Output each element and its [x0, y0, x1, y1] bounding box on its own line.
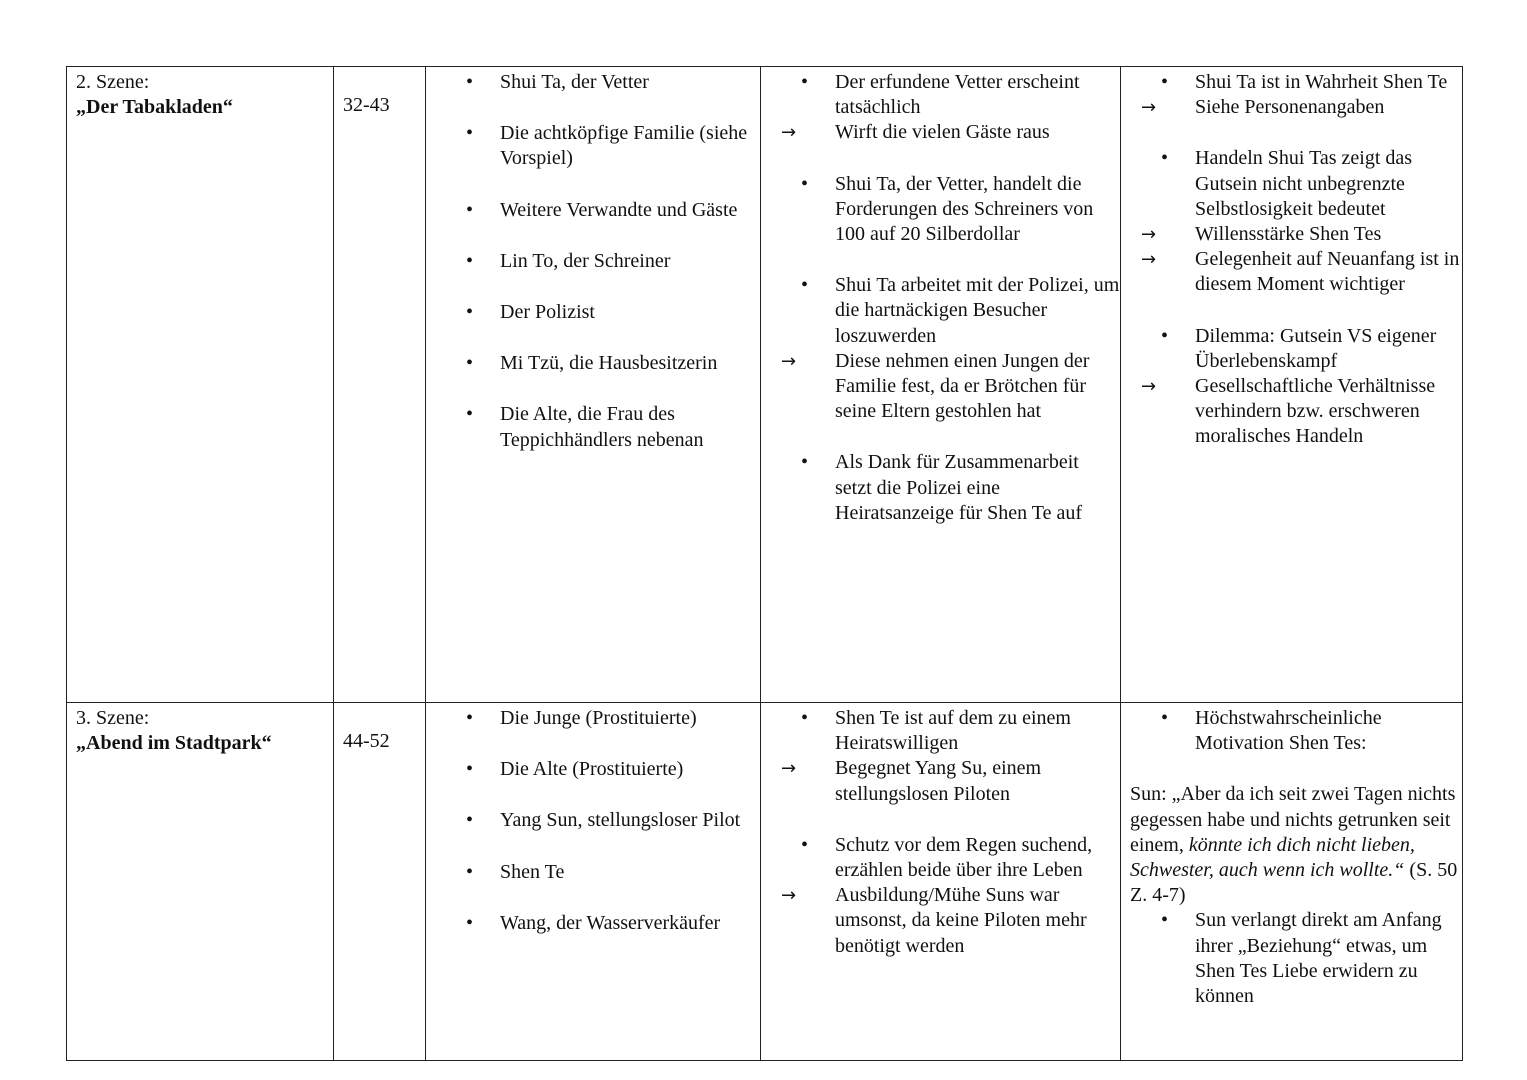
events-cell: [761, 703, 1121, 1061]
list-item: [761, 450, 1120, 526]
analysis-text: • Dilemma: Gutsein VS eigener Überlebenskampf: [1195, 324, 1437, 372]
list-item: • Wang, der Wasserverkäufer: [426, 911, 760, 936]
table-row: [67, 67, 1463, 703]
scene-cell: [67, 67, 334, 703]
analysis-text: • Shui Ta ist in Wahrheit Shen Te: [1195, 71, 1448, 93]
list-item: [1121, 324, 1462, 450]
scene-cell: [67, 703, 334, 1061]
list-item: [761, 706, 1120, 807]
list-item: • Shui Ta, der Vetter: [426, 70, 760, 95]
arrow-icon: →: [1141, 376, 1157, 398]
event-text: • Der erfundene Vetter erscheint tatsächlich: [835, 71, 1080, 119]
list-item: [761, 172, 1120, 248]
event-text: • Shui Ta arbeitet mit der Polizei, um die hartnäckigen Besucher loszuwerden: [835, 274, 1120, 347]
scene-title: „Abend im Stadtpark“: [76, 732, 272, 755]
sub-point: → Willensstärke Shen Tes: [1130, 222, 1462, 247]
scene-title: „Der Tabakladen“: [76, 96, 233, 119]
analysis-cell: [1121, 67, 1463, 703]
scene-number: 3. Szene:: [76, 707, 150, 729]
list-item: • Mi Tzü, die Hausbesitzerin: [426, 351, 760, 376]
analysis-list: [1121, 908, 1462, 1009]
pages-cell: [334, 67, 426, 703]
pages-cell: [334, 703, 426, 1061]
scene-number: 2. Szene:: [76, 71, 150, 93]
list-item: • Yang Sun, stellungsloser Pilot: [426, 808, 760, 833]
list-item: [1121, 70, 1462, 120]
sub-point: → Siehe Personenangaben: [1130, 95, 1462, 120]
analysis-cell: [1121, 703, 1463, 1061]
event-text: • Shui Ta, der Vetter, handelt die Forderungen des Schreiners von 100 auf 20 Silberdollar: [835, 172, 1094, 246]
analysis-text: • Handeln Shui Tas zeigt das Gutsein nicht unbegrenzte Selbstlosigkeit bedeutet: [1195, 147, 1413, 220]
characters-cell: [426, 67, 761, 703]
list-item: • Die achtköpfige Familie (siehe Vorspiel): [426, 121, 760, 171]
arrow-icon: →: [1141, 97, 1157, 119]
sub-point: → Begegnet Yang Su, einem stellungslosen Piloten: [781, 757, 1042, 805]
page-range: 32-43: [343, 94, 390, 116]
table-row: [67, 703, 1463, 1061]
event-list: [761, 706, 1120, 959]
arrow-icon: →: [781, 758, 797, 780]
list-item: [761, 833, 1120, 959]
sub-point: → Ausbildung/Mühe Suns war umsonst, da keine Piloten mehr benötigt werden: [781, 884, 1087, 957]
list-item: • Die Alte, die Frau des Teppichhändlers nebenan: [426, 402, 760, 452]
list-item: • Die Junge (Prostituierte): [426, 706, 760, 731]
list-item: • Sun verlangt direkt am Anfang ihrer „Beziehung“ etwas, um Shen Tes Liebe erwidern zu können: [1121, 908, 1462, 1009]
character-list: [426, 70, 760, 453]
analysis-list: [1121, 70, 1462, 450]
arrow-icon: →: [1141, 224, 1157, 246]
event-text: • Als Dank für Zusammenarbeit setzt die Polizei eine Heiratsanzeige für Shen Te auf: [835, 451, 1083, 524]
list-item: • Weitere Verwandte und Gäste: [426, 198, 760, 223]
events-cell: [761, 67, 1121, 703]
arrow-icon: →: [1141, 249, 1157, 271]
event-text: • Shen Te ist auf dem zu einem Heiratswilligen: [835, 707, 1071, 755]
analysis-list: [1121, 706, 1462, 756]
event-list: [761, 70, 1120, 526]
page-range: 44-52: [343, 730, 390, 752]
sub-point: → Gelegenheit auf Neuanfang ist in diesem Moment wichtiger: [1141, 248, 1460, 296]
characters-cell: [426, 703, 761, 1061]
character-list: [426, 706, 760, 936]
arrow-icon: →: [781, 350, 797, 372]
scene-table: [66, 66, 1463, 1061]
sub-point: → Diese nehmen einen Jungen der Familie fest, da er Brötchen für seine Eltern gestohlen hat: [781, 349, 1090, 423]
list-item: [761, 70, 1120, 146]
sub-point: → Gesellschaftliche Verhältnisse verhindern bzw. erschweren moralisches Handeln: [1141, 375, 1436, 448]
quote: Sun: „Aber da ich seit zwei Tagen nichts gegessen habe und nichts getrunken seit einem, könnte ich dich nicht lieben, Schwester, auch wenn ich wollte.“ (S. 50 Z. 4-7): [1130, 783, 1458, 907]
arrow-icon: →: [781, 885, 797, 907]
list-item: • Shen Te: [426, 860, 760, 885]
arrow-icon: →: [781, 122, 797, 144]
list-item: [1121, 146, 1462, 297]
event-text: • Schutz vor dem Regen suchend, erzählen beide über ihre Leben: [835, 833, 1093, 882]
list-item: • Lin To, der Schreiner: [426, 249, 760, 274]
list-item: [761, 273, 1120, 424]
list-item: • Höchstwahrscheinliche Motivation Shen Tes:: [1121, 706, 1462, 756]
sub-point: → Wirft die vielen Gäste raus: [770, 120, 1120, 145]
list-item: • Der Polizist: [426, 300, 760, 325]
list-item: • Die Alte (Prostituierte): [426, 757, 760, 782]
